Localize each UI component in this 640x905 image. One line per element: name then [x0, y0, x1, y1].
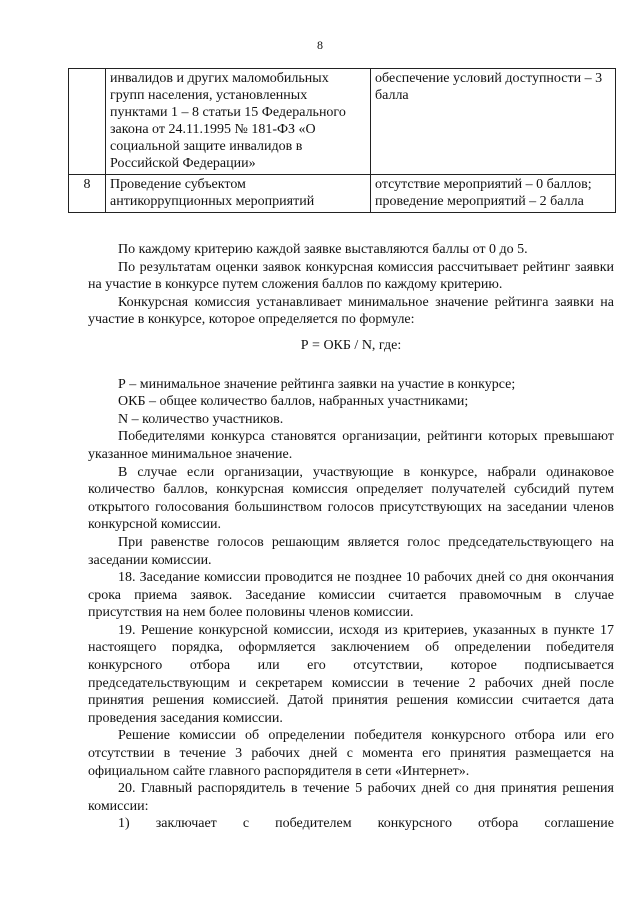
paragraph: При равенстве голосов решающим является голос председательствующего на заседании комиссии.	[88, 534, 614, 568]
paragraph: 19. Решение конкурсной комиссии, исходя из критериев, указанных в пункте 17 настоящего порядка, оформляется заключением об определении победителя конкурсного отбора или его отсутствии, которое подписывается председательствующим и секретарем комиссии в течение 2 рабочих дней после принятия решения комиссией. Датой принятия решения комиссии считается дата проведения заседания комиссии.	[88, 622, 614, 726]
score-cell: обеспечение условий доступности – 3 балла	[371, 69, 616, 175]
paragraph: Р – минимальное значение рейтинга заявки на участие в конкурсе;	[118, 376, 516, 392]
row-number-cell: 8	[69, 175, 106, 213]
table-row	[69, 69, 616, 175]
formula: Р = ОКБ / N, где:	[300, 337, 402, 353]
score-cell: отсутствие мероприятий – 0 баллов; проведение мероприятий – 2 балла	[371, 175, 616, 213]
criterion-cell: Проведение субъектом антикоррупционных мероприятий	[106, 175, 371, 213]
paragraph: По каждому критерию каждой заявке выставляются баллы от 0 до 5.	[118, 242, 528, 257]
table-row	[69, 175, 616, 213]
paragraph: Победителями конкурса становятся организации, рейтинги которых превышают указанное минимальное значение.	[88, 429, 614, 462]
paragraph: Решение комиссии об определении победителя конкурсного отбора или его отсутствии в течение 3 рабочих дней с момента его принятия размещается на официальном сайте главного распорядителя в сети «Интернет».	[88, 728, 614, 779]
paragraph: Конкурсная комиссия устанавливает минимальное значение рейтинга заявки на участие в конкурсе, которое определяется по формуле:	[88, 294, 614, 328]
criterion-cell: инвалидов и других маломобильных групп населения, установленных пунктами 1 – 8 статьи 15 Федерального закона от 24.11.1995 № 181-ФЗ «О социальной защите инвалидов в Российской Федерации»	[106, 69, 371, 175]
criteria-table	[68, 68, 616, 213]
paragraph: N – количество участников.	[118, 411, 284, 427]
page-number: 8	[317, 38, 323, 52]
paragraph: ОКБ – общее количество баллов, набранных участниками;	[118, 394, 469, 410]
paragraph: В случае если организации, участвующие в конкурсе, набрали одинаковое количество баллов, конкурсная комиссия определяет получателей субсидий путем открытого голосования большинством голосов присутствующих на заседании членов конкурсной комиссии.	[88, 464, 614, 533]
row-number-cell	[69, 69, 106, 175]
document-body	[88, 241, 614, 833]
paragraph: 20. Главный распорядитель в течение 5 рабочих дней со дня принятия решения комиссии:	[88, 781, 614, 814]
paragraph: По результатам оценки заявок конкурсная комиссия рассчитывает рейтинг заявки на участие в конкурсе путем сложения баллов по каждому критерию.	[88, 259, 614, 293]
paragraph: 1) заключает с победителем конкурсного отбора соглашение	[118, 816, 614, 832]
paragraph: 18. Заседание комиссии проводится не позднее 10 рабочих дней со дня окончания срока приема заявок. Заседание комиссии считается правомочным в случае присутствия на нем более половины членов комиссии.	[88, 570, 614, 621]
